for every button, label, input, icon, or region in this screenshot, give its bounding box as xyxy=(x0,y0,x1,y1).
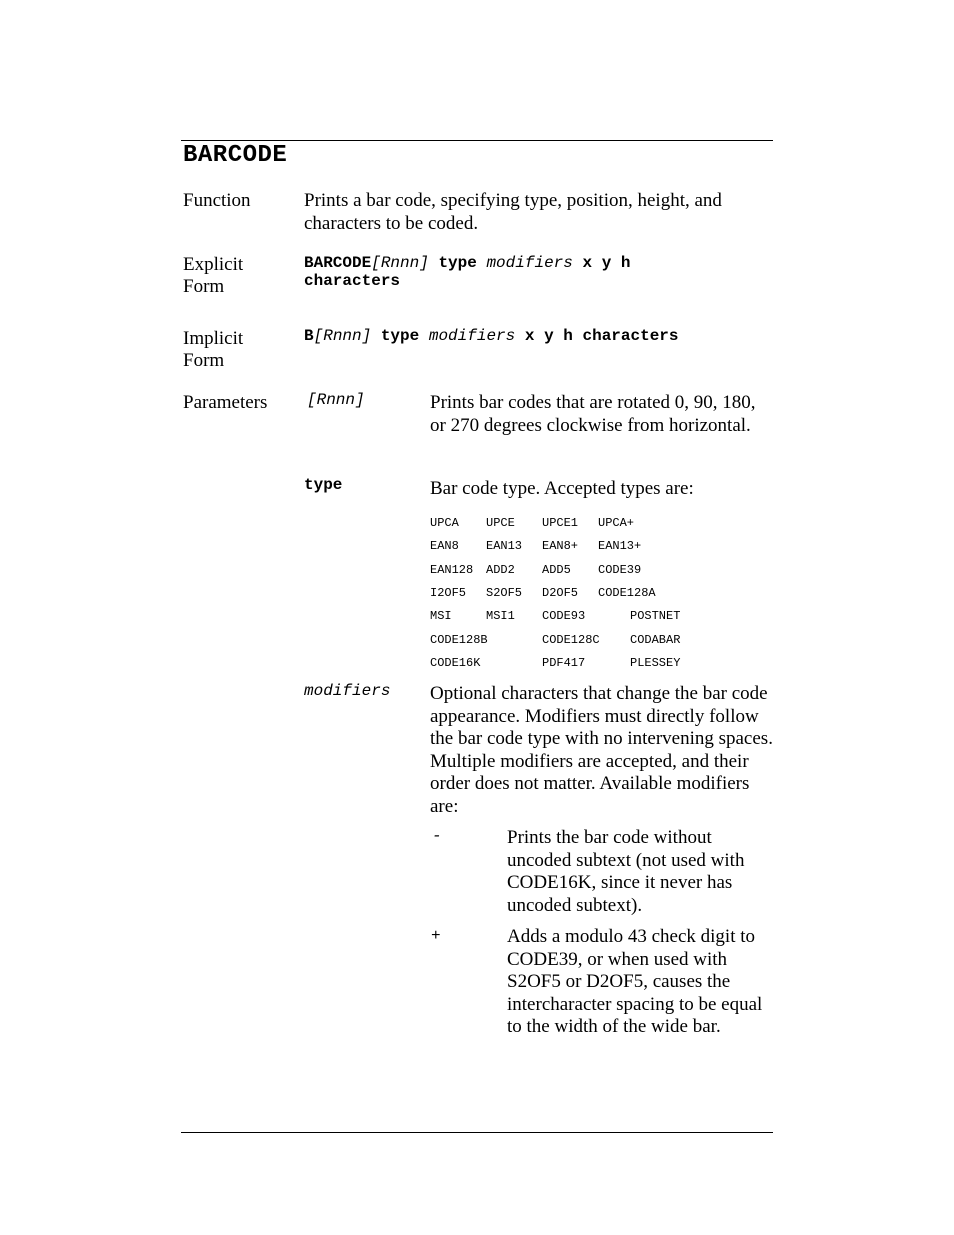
modifier-plus-desc: Adds a modulo 43 check digit to CODE39, or when used with S2OF5 or D2OF5, causes the intercharacter spacing to be equal to the width of the wide bar. xyxy=(507,926,763,1037)
type-cell: PDF417 xyxy=(542,656,586,670)
type-cell: UPCA xyxy=(430,516,459,530)
explicit-characters: characters xyxy=(304,272,401,290)
explicit-modifiers: modifiers xyxy=(486,254,573,272)
function-label: Function xyxy=(183,190,251,211)
type-cell: EAN13+ xyxy=(598,539,642,553)
param-modifiers-name: modifiers xyxy=(304,682,391,700)
type-cell: MSI xyxy=(430,609,452,623)
type-cell: UPCE xyxy=(486,516,515,530)
explicit-rnnn: [Rnnn] xyxy=(371,254,429,272)
type-cell: MSI1 xyxy=(486,609,515,623)
param-rnnn-desc: Prints bar codes that are rotated 0, 90, 180, or 270 degrees clockwise from horizontal. xyxy=(430,392,756,436)
type-cell: CODE39 xyxy=(598,563,642,577)
implicit-label-line1: Implicit xyxy=(183,328,244,349)
top-rule xyxy=(181,140,773,141)
explicit-type: type xyxy=(438,254,477,272)
explicit-xyh: x y h xyxy=(582,254,631,272)
type-cell: EAN8 xyxy=(430,539,459,553)
param-type-desc: Bar code type. Accepted types are: xyxy=(430,478,694,499)
type-cell: POSTNET xyxy=(630,609,681,623)
explicit-form-syntax xyxy=(304,254,774,290)
implicit-rnnn: [Rnnn] xyxy=(313,327,372,345)
explicit-form-label xyxy=(183,254,243,298)
bottom-rule xyxy=(181,1132,773,1133)
type-cell: D2OF5 xyxy=(542,586,579,600)
type-cell: S2OF5 xyxy=(486,586,523,600)
type-cell: CODE128C xyxy=(542,633,600,647)
type-cell: I2OF5 xyxy=(430,586,467,600)
implicit-modifiers: modifiers xyxy=(428,327,516,345)
modifier-minus-symbol: - xyxy=(432,827,442,845)
implicit-rest: x y h characters xyxy=(524,327,679,345)
type-cell: PLESSEY xyxy=(630,656,681,670)
type-cell: UPCA+ xyxy=(598,516,635,530)
type-cell: CODE128B xyxy=(430,633,488,647)
implicit-type: type xyxy=(380,327,420,345)
type-cell: EAN13 xyxy=(486,539,523,553)
explicit-label-line1: Explicit xyxy=(183,254,244,275)
param-modifiers-desc: Optional characters that change the bar code appearance. Modifiers must directly follow the bar code type with no intervening spaces. Multiple modifiers are accepted, and their order does not matter. Available modifiers are: xyxy=(430,683,773,817)
implicit-cmd: B xyxy=(304,327,314,345)
implicit-form-syntax xyxy=(304,327,679,345)
type-cell: CODE16K xyxy=(430,656,481,670)
type-cell: ADD2 xyxy=(486,563,515,577)
modifier-plus-symbol: + xyxy=(431,927,441,945)
type-cell: CODABAR xyxy=(630,633,681,647)
parameters-label: Parameters xyxy=(183,392,268,413)
page-title: BARCODE xyxy=(183,142,288,169)
modifier-minus-desc: Prints the bar code without uncoded subtext (not used with CODE16K, since it never has uncoded subtext). xyxy=(507,827,745,916)
function-text: Prints a bar code, specifying type, position, height, and characters to be coded. xyxy=(304,190,722,234)
param-type-name: type xyxy=(304,476,343,494)
implicit-form-label xyxy=(183,328,243,372)
type-cell: EAN8+ xyxy=(542,539,579,553)
type-cell: UPCE1 xyxy=(542,516,579,530)
explicit-label-line2: Form xyxy=(183,276,225,297)
type-cell: EAN128 xyxy=(430,563,474,577)
type-cell: CODE128A xyxy=(598,586,656,600)
type-cell: ADD5 xyxy=(542,563,571,577)
implicit-label-line2: Form xyxy=(183,350,225,371)
type-cell: CODE93 xyxy=(542,609,586,623)
param-rnnn-name: [Rnnn] xyxy=(307,391,365,409)
explicit-cmd: BARCODE xyxy=(304,254,372,272)
